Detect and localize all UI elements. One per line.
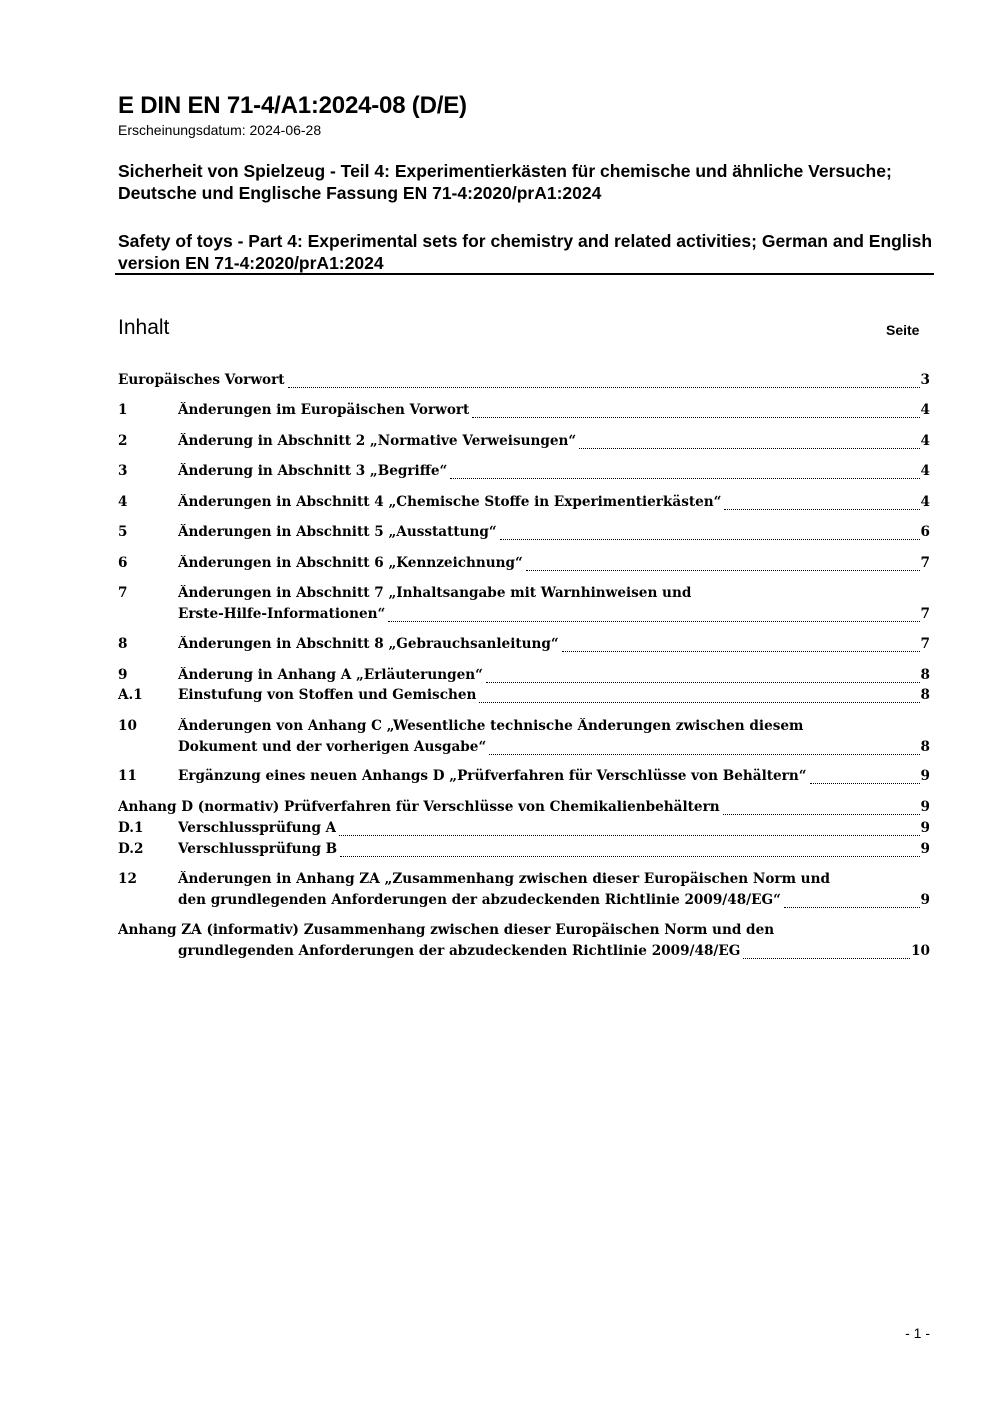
dot-leader: [579, 434, 919, 449]
title-english: Safety of toys - Part 4: Experimental sets for chemistry and related activities; German and English version EN 71-4:2020/prA1:2024: [118, 231, 933, 273]
publication-date: Erscheinungsdatum: 2024-06-28: [118, 122, 322, 138]
dot-leader: [810, 769, 920, 784]
title-german: Sicherheit von Spielzeug - Teil 4: Experimentierkästen für chemische und ähnliche Versuche; Deutsche und Englische Fassung EN 71-4:2020/prA1:2024: [118, 161, 892, 203]
toc-entry-title: Verschlussprüfung B: [178, 841, 338, 857]
toc-entry-title-continued: Erste-Hilfe-Informationen“: [178, 606, 386, 622]
toc-entry: [118, 768, 930, 788]
toc-entry: [118, 922, 930, 942]
toc-entry-page: 9: [920, 841, 930, 857]
dot-leader: [472, 403, 919, 418]
toc-entry-number: 2: [118, 433, 128, 449]
toc-entry-title: Verschlussprüfung A: [178, 820, 337, 836]
toc-entry-page: 8: [920, 667, 930, 683]
toc-entry-title: Änderungen in Abschnitt 5 „Ausstattung“: [178, 524, 497, 540]
toc-entry-number: D.1: [118, 820, 144, 836]
toc-entry-continuation: [118, 606, 930, 626]
dot-leader: [486, 668, 920, 683]
toc-entry-number: 1: [118, 402, 128, 418]
toc-entry-page: 10: [911, 943, 930, 959]
toc-entry: [118, 494, 930, 514]
toc-entry-page: 7: [920, 606, 930, 622]
toc-entry: [118, 718, 930, 738]
toc-entry-continuation: [118, 943, 930, 963]
toc-entry: [118, 524, 930, 544]
toc-entry-number: 6: [118, 555, 128, 571]
toc-entry: [118, 871, 930, 891]
toc-entry: [118, 687, 930, 707]
toc-entry-number: 11: [118, 768, 137, 784]
dot-leader: [388, 607, 919, 622]
toc-entry-number: 9: [118, 667, 128, 683]
toc-entry-continuation: [118, 739, 930, 759]
toc-entry-title: Änderungen im Europäischen Vorwort: [178, 402, 470, 418]
header-divider: [115, 273, 934, 275]
toc-entry-title: Änderungen in Abschnitt 7 „Inhaltsangabe mit Warnhinweisen und: [178, 585, 692, 601]
dot-leader: [450, 464, 919, 479]
toc-entry: [118, 402, 930, 422]
dot-leader: [288, 373, 920, 388]
toc-entry: [118, 463, 930, 483]
toc-entry: [118, 820, 930, 840]
toc-entry: [118, 667, 930, 687]
toc-entry-title: Anhang D (normativ) Prüfverfahren für Verschlüsse von Chemikalienbehältern: [118, 799, 720, 815]
toc-entry: [118, 433, 930, 453]
toc-entry-page: 8: [920, 739, 930, 755]
toc-entry-title: Europäisches Vorwort: [118, 372, 285, 388]
toc-entry-title: Änderungen in Abschnitt 4 „Chemische Stoffe in Experimentierkästen“: [178, 494, 722, 510]
toc-entry-number: A.1: [118, 687, 143, 703]
toc-entry-title: Änderungen von Anhang C „Wesentliche technische Änderungen zwischen diesem: [178, 718, 804, 734]
toc-entry-page: 4: [920, 463, 930, 479]
toc-entry-page: 7: [920, 555, 930, 571]
toc-entry-page: 9: [920, 892, 930, 908]
document-id: E DIN EN 71-4/A1:2024-08 (D/E): [118, 92, 467, 119]
toc-entry-page: 4: [920, 494, 930, 510]
toc-entry-title: Ergänzung eines neuen Anhangs D „Prüfverfahren für Verschlüsse von Behältern“: [178, 768, 807, 784]
dot-leader: [339, 821, 919, 836]
toc-entry-number: 3: [118, 463, 128, 479]
toc-entry-title: Anhang ZA (informativ) Zusammenhang zwischen dieser Europäischen Norm und den: [118, 922, 775, 938]
toc-entry-title: Änderungen in Abschnitt 6 „Kennzeichnung“: [178, 555, 523, 571]
toc-entry-title: Änderungen in Abschnitt 8 „Gebrauchsanleitung“: [178, 636, 559, 652]
dot-leader: [479, 688, 919, 703]
toc-entry-page: 3: [920, 372, 930, 388]
toc-entry-page: 4: [920, 433, 930, 449]
toc-entry-number: 7: [118, 585, 128, 601]
toc-entry-title-continued: Dokument und der vorherigen Ausgabe“: [178, 739, 487, 755]
dot-leader: [500, 525, 920, 540]
toc-entry-number: 4: [118, 494, 128, 510]
toc-entry-page: 7: [920, 636, 930, 652]
dot-leader: [489, 740, 919, 755]
dot-leader: [562, 637, 920, 652]
toc-entry-title: Änderung in Anhang A „Erläuterungen“: [178, 667, 483, 683]
toc-entry: [118, 372, 930, 392]
toc-entry-page: 8: [920, 687, 930, 703]
toc-entry-number: 10: [118, 718, 137, 734]
dot-leader: [340, 842, 919, 857]
toc-entry: [118, 555, 930, 575]
toc-entry-number: 12: [118, 871, 137, 887]
dot-leader: [743, 944, 910, 959]
toc-entry-page: 9: [920, 768, 930, 784]
dot-leader: [723, 800, 920, 815]
dot-leader: [724, 495, 919, 510]
toc-entry: [118, 841, 930, 861]
toc-entry-title: Einstufung von Stoffen und Gemischen: [178, 687, 477, 703]
toc-entry: [118, 799, 930, 819]
toc-entry-title: Änderung in Abschnitt 2 „Normative Verweisungen“: [178, 433, 577, 449]
toc-entry-number: 8: [118, 636, 128, 652]
toc-heading: Inhalt: [118, 316, 170, 339]
toc-entry-number: 5: [118, 524, 128, 540]
toc-entry-number: D.2: [118, 841, 144, 857]
toc-entry-page: 4: [920, 402, 930, 418]
dot-leader: [784, 893, 920, 908]
dot-leader: [526, 556, 920, 571]
page-number: - 1 -: [905, 1325, 930, 1341]
toc-entry-title-continued: grundlegenden Anforderungen der abzudeckenden Richtlinie 2009/48/EG: [178, 943, 741, 959]
toc-entry-page: 9: [920, 799, 930, 815]
toc-entry-title-continued: den grundlegenden Anforderungen der abzudeckenden Richtlinie 2009/48/EG“: [178, 892, 781, 908]
toc-entry-title: Änderungen in Anhang ZA „Zusammenhang zwischen dieser Europäischen Norm und: [178, 871, 830, 887]
toc-entry: [118, 585, 930, 605]
toc-entry-continuation: [118, 892, 930, 912]
toc-entry-page: 6: [920, 524, 930, 540]
toc-entry-title: Änderung in Abschnitt 3 „Begriffe“: [178, 463, 448, 479]
toc-page-column-heading: Seite: [886, 322, 920, 338]
toc-entry-page: 9: [920, 820, 930, 836]
toc-entry: [118, 636, 930, 656]
